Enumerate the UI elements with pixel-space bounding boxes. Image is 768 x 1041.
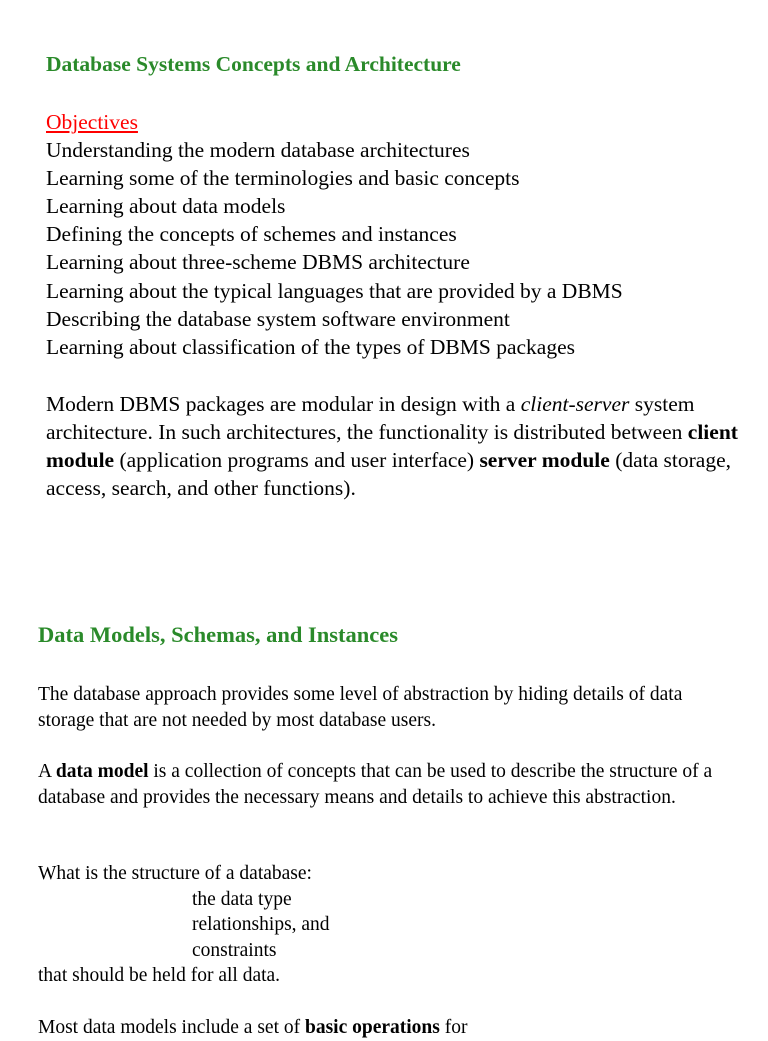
intro-text: system architecture. In such architectures, the functionality is distributed between — [46, 392, 695, 444]
objectives-heading: Objectives — [46, 110, 138, 134]
objective-item: Defining the concepts of schemes and instances — [46, 222, 457, 247]
structure-question: What is the structure of a database: — [38, 863, 312, 884]
intro-bold-term: server module — [479, 448, 610, 472]
data-model-term: data model — [55, 761, 149, 782]
section-title: Data Models, Schemas, and Instances — [38, 622, 399, 647]
structure-item: constraints — [192, 939, 277, 961]
operations-text: for — [439, 1017, 468, 1038]
objective-item: Learning about classification of the types of DBMS packages — [46, 334, 575, 359]
structure-item: the data type — [192, 888, 292, 910]
structure-item: relationships, and — [192, 914, 330, 936]
objective-item: Learning some of the terminologies and basic concepts — [46, 166, 520, 191]
data-model-text: A — [38, 761, 56, 782]
document-title: Database Systems Concepts and Architecture — [46, 52, 461, 76]
objective-item: Learning about data models — [46, 194, 286, 219]
structure-end: that should be held for all data. — [38, 965, 281, 987]
intro-emphasis: client-server — [520, 392, 630, 416]
operations-paragraph — [38, 1015, 738, 1041]
intro-paragraph — [46, 390, 746, 502]
data-model-paragraph — [38, 759, 738, 810]
data-model-text: is a collection of concepts that can be used to describe the structure of a database and provides the necessary means and details to achieve this abstraction. — [38, 761, 713, 808]
operations-text: Most data models include a set of — [38, 1017, 305, 1038]
intro-text: (data storage, access, search, and other functions). — [46, 448, 731, 500]
objective-item: Understanding the modern database architectures — [46, 138, 470, 163]
objective-item: Describing the database system software environment — [46, 306, 510, 331]
intro-text: (application programs and user interface) — [114, 448, 480, 472]
approach-paragraph: The database approach provides some level of abstraction by hiding details of data storage that are not needed by most database users. — [38, 684, 683, 731]
objective-item: Learning about the typical languages that are provided by a DBMS — [46, 278, 623, 303]
operations-term: basic operations — [304, 1017, 440, 1038]
structure-paragraph — [38, 861, 738, 989]
objective-item: Learning about three-scheme DBMS architecture — [46, 250, 470, 275]
objectives-section — [46, 108, 623, 361]
intro-bold-term: client module — [46, 420, 738, 472]
intro-text: Modern DBMS packages are modular in design with a — [46, 392, 521, 416]
